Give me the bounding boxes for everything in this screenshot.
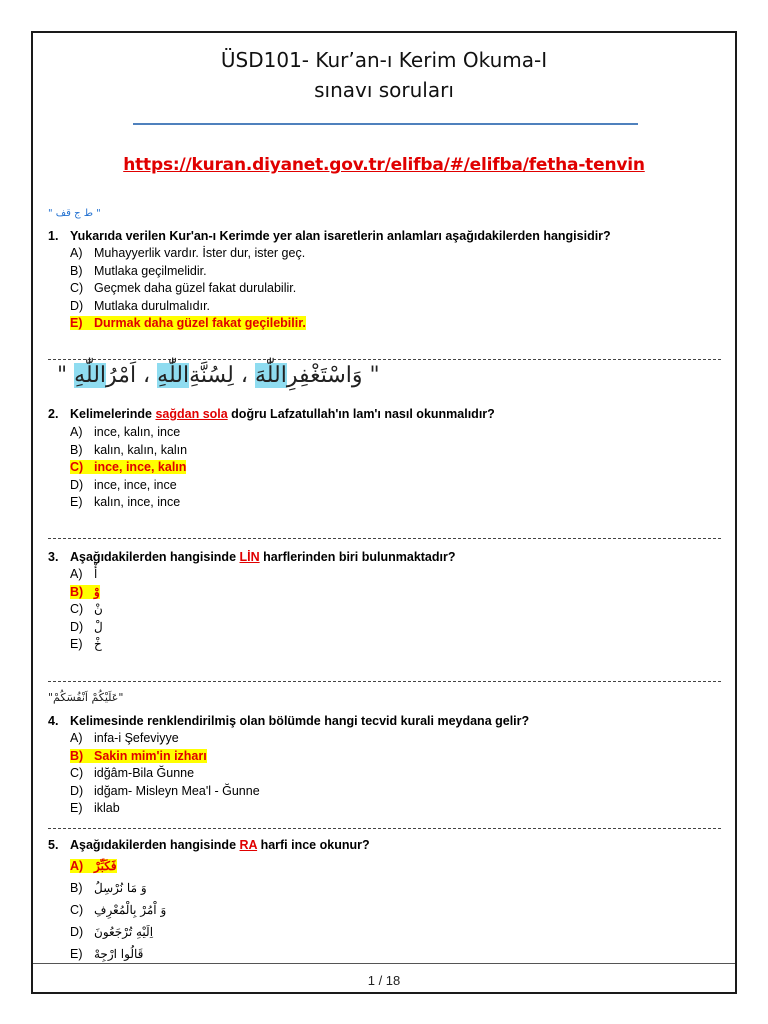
page-number: 1 / 18 (367, 973, 401, 988)
page-title (33, 45, 735, 105)
question-text: Yukarıda verilen Kur'an-ı Kerimde yer alan isaretlerin anlamları aşağıdakilerden hangisidir? (70, 229, 611, 243)
option-a[interactable]: A) ince, kalın, ince (70, 425, 181, 439)
option-c[interactable]: C) idğâm-Bila Ğunne (70, 766, 195, 781)
option-a[interactable]: A) infa-i Şefeviyye (70, 731, 179, 745)
option-b[interactable]: B) وَ مَا نُرْسِلُ (70, 881, 147, 895)
q4-arabic-phrase: "عَلَيْكُمْ اَنْفُسَكُمْ" (48, 691, 124, 704)
option-d[interactable]: D) لْ (70, 619, 103, 634)
section-divider (48, 681, 721, 682)
question-number: 1. (48, 229, 59, 243)
emphasis-direction: sağdan sola (155, 407, 228, 421)
option-a[interactable]: A) أْ (70, 567, 98, 581)
option-b[interactable]: B) kalın, kalın, kalın (70, 442, 188, 457)
option-c[interactable]: C) نْ (70, 602, 103, 617)
highlight-lafzatullah-2: اللّٰهِ (157, 363, 190, 388)
option-a-answer[interactable]: A) فَكَبِّرْ (70, 859, 117, 873)
q1-arabic-signs: " ط ج قف " (48, 208, 101, 219)
title-line-2: sınavı soruları (314, 78, 454, 102)
option-b-answer[interactable]: B) وْ (70, 584, 100, 599)
section-divider (48, 538, 721, 539)
option-e[interactable]: E) قَالُوا ارْجِهْ (70, 947, 144, 961)
option-b[interactable]: B) Mutlaka geçilmelidir. (70, 263, 207, 278)
option-e[interactable]: E) kalın, ince, ince (70, 495, 181, 510)
option-c-answer[interactable]: C) ince, ince, kalın (70, 460, 187, 475)
option-e[interactable]: E) خْ (70, 637, 102, 652)
question-2: 2. Kelimelerinde sağdan sola doğru Lafzatullah'ın lam'ı nasıl okunmalıdır? (48, 407, 495, 421)
option-c[interactable]: C) وَ اْمُرْ بِالْمُعْرِفِ (70, 903, 167, 917)
title-line-1: ÜSD101- Kur’an-ı Kerim Okuma-I (220, 48, 548, 72)
question-5: 5. Aşağıdakilerden hangisinde RA harfi ince okunur? (48, 838, 370, 852)
exam-page (31, 31, 737, 994)
emphasis-ra: RA (239, 838, 258, 852)
footer-divider (33, 963, 735, 964)
option-d[interactable]: D) idğam- Misleyn Mea'l - Ğunne (70, 783, 260, 798)
option-c[interactable]: C) Geçmek daha güzel fakat durulabilir. (70, 281, 297, 296)
q2-options (70, 424, 187, 512)
q4-options (70, 730, 260, 818)
option-d[interactable]: D) Mutlaka durulmalıdır. (70, 298, 211, 313)
q5-options (70, 855, 166, 965)
option-a[interactable]: A) Muhayyerlik vardır. İster dur, ister geç. (70, 246, 306, 260)
q2-arabic-phrase: " وَاسْتَغْفِرِاللّٰهَ ، لِسُنَّةِاللّٰهِ ، اَمْرُاللّٰهِ " (57, 363, 380, 388)
option-d[interactable]: D) ince, ince, ince (70, 477, 177, 492)
highlight-lafzatullah-1: اللّٰهَ (254, 363, 287, 388)
question-4: 4. Kelimesinde renklendirilmiş olan bölümde hangi tecvid kurali meydana gelir? (48, 714, 530, 728)
q3-options (70, 566, 103, 654)
question-1 (48, 229, 611, 243)
question-3: 3. Aşağıdakilerden hangisinde LİN harflerinden biri bulunmaktadır? (48, 550, 456, 564)
option-e-answer[interactable]: E) Durmak daha güzel fakat geçilebilir. (70, 316, 306, 331)
q1-options (70, 245, 306, 333)
title-underline (133, 123, 638, 125)
option-b-answer[interactable]: B) Sakin mim'in izharı (70, 748, 207, 763)
section-divider (48, 828, 721, 829)
option-e[interactable]: E) iklab (70, 801, 120, 816)
highlight-lafzatullah-3: اللّٰهِ (74, 363, 107, 388)
emphasis-lin: LİN (239, 550, 260, 564)
option-d[interactable]: D) اِلَيْهِ تُرْجَعُونَ (70, 925, 154, 939)
section-divider (48, 359, 721, 360)
reference-link[interactable]: https://kuran.diyanet.gov.tr/elifba/#/elifba/fetha-tenvin (123, 155, 645, 175)
